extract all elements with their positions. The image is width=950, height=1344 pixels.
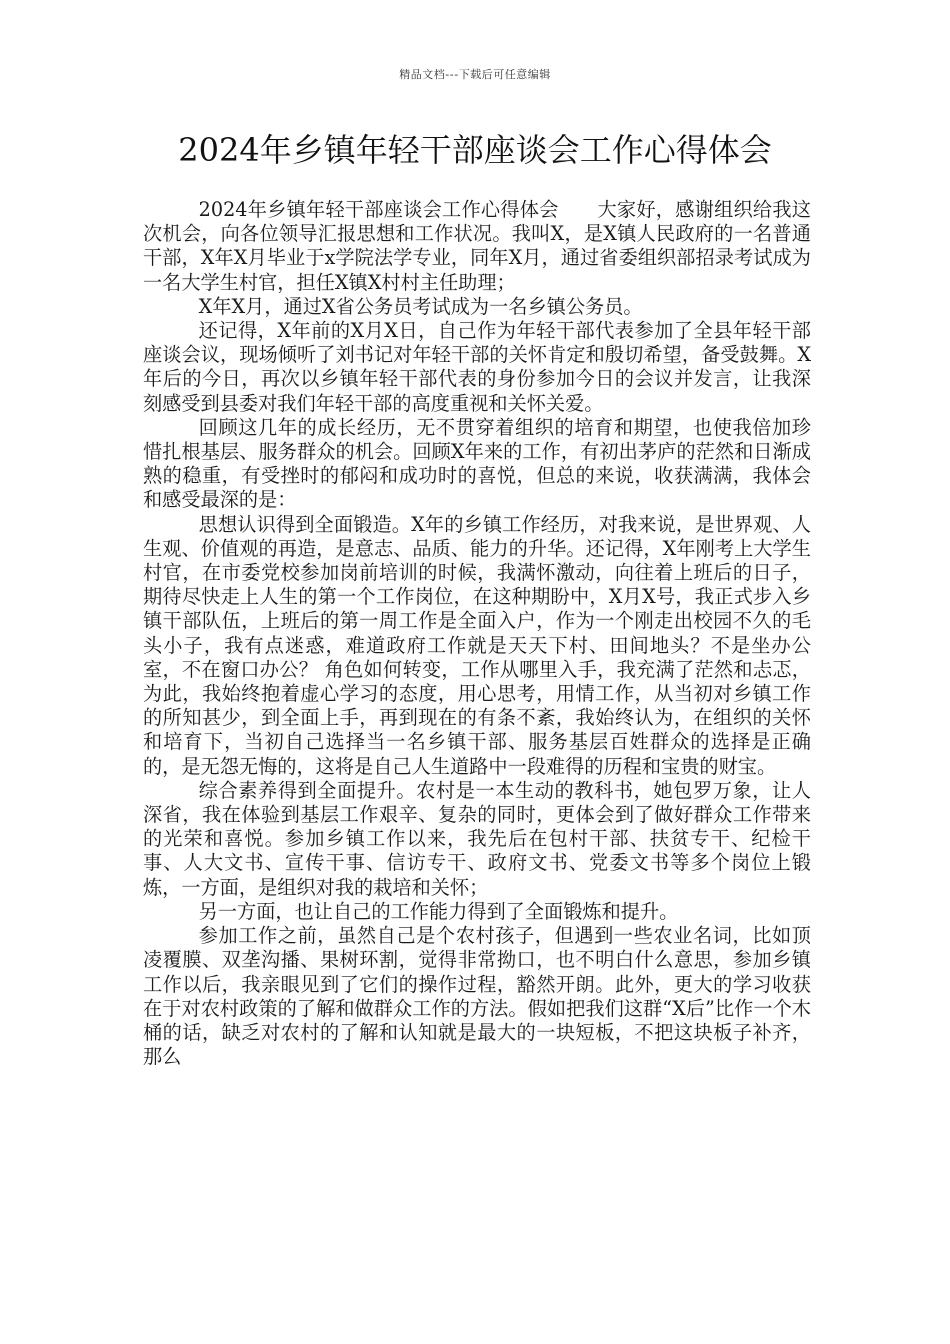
page-header-note: 精品文档---下载后可任意编辑 bbox=[399, 68, 551, 81]
paragraph: 还记得，X年前的X月X日，自己作为年轻干部代表参加了全县年轻干部座谈会议，现场倾听了刘书记对年轻干部的关怀肯定和殷切希望，备受鼓舞。X年后的今日，再次以乡镇年轻干部代表的身份参加今日的会议并发言，让我深刻感受到县委对我们年轻干部的高度重视和关怀关爱。 bbox=[143, 319, 811, 415]
paragraph: 综合素养得到全面提升。农村是一本生动的教科书，她包罗万象，让人深省，我在体验到基层工作艰辛、复杂的同时，更体会到了做好群众工作带来的光荣和喜悦。参加乡镇工作以来，我先后在包村干部、扶贫专干、纪检干事、人大文书、宣传干事、信访专干、政府文书、党委文书等多个岗位上锻炼，一方面，是组织对我的栽培和关怀； bbox=[143, 778, 811, 899]
paragraph: X年X月，通过X省公务员考试成为一名乡镇公务员。 bbox=[198, 294, 643, 318]
paragraph: 另一方面，也让自己的工作能力得到了全面锻炼和提升。 bbox=[198, 899, 679, 923]
paragraph: 回顾这几年的成长经历，无不贯穿着组织的培育和期望，也使我倍加珍惜扎根基层、服务群众的机会。回顾X年来的工作，有初出茅庐的茫然和日渐成熟的稳重，有受挫时的郁闷和成功时的喜悦，但总的来说，收获满满，我体会和感受最深的是： bbox=[143, 415, 811, 512]
paragraph: 2024年乡镇年轻干部座谈会工作心得体会 大家好，感谢组织给我这次机会，向各位领导汇报思想和工作状况。我叫X，是X镇人民政府的一名普通干部，X年X月毕业于x学院法学专业，同年X月，通过省委组织部招录考试成为一名大学生村官，担任X镇X村村主任助理； bbox=[143, 198, 811, 294]
document-body bbox=[143, 198, 811, 1069]
document-title: 2024年乡镇年轻干部座谈会工作心得体会 bbox=[178, 131, 772, 169]
paragraph: 参加工作之前，虽然自己是个农村孩子，但遇到一些农业名词，比如顶凌覆膜、双垄沟播、果树环割，觉得非常拗口，也不明白什么意思，参加乡镇工作以后，我亲眼见到了它们的操作过程，豁然开朗。此外，更大的学习收获在于对农村政策的了解和做群众工作的方法。假如把我们这群“X后”比作一个木桶的话，缺乏对农村的了解和认知就是最大的一块短板，不把这块板子补齐，那么 bbox=[143, 924, 811, 1069]
paragraph: 思想认识得到全面锻造。X年的乡镇工作经历，对我来说，是世界观、人生观、价值观的再造，是意志、品质、能力的升华。还记得，X年刚考上大学生村官，在市委党校参加岗前培训的时候，我满怀激动，向往着上班后的日子，期待尽快走上人生的第一个工作岗位，在这种期盼中，X月X号，我正式步入乡镇干部队伍，上班后的第一周工作是全面入户，作为一个刚走出校园不久的毛头小子，我有点迷惑，难道政府工作就是天天下村、田间地头？不是坐办公室，不在窗口办公？ 角色如何转变，工作从哪里入手，我充满了茫然和忐忑，为此，我始终抱着虚心学习的态度，用心思考，用情工作，从当初对乡镇工作的所知甚少，到全面上手，再到现在的有条不紊，我始终认为，在组织的关怀和培育下，当初自己选择当一名乡镇干部、服务基层百姓群众的选择是正确的，是无怨无悔的，这将是自己人生道路中一段难得的历程和宝贵的财宝。 bbox=[143, 512, 811, 778]
